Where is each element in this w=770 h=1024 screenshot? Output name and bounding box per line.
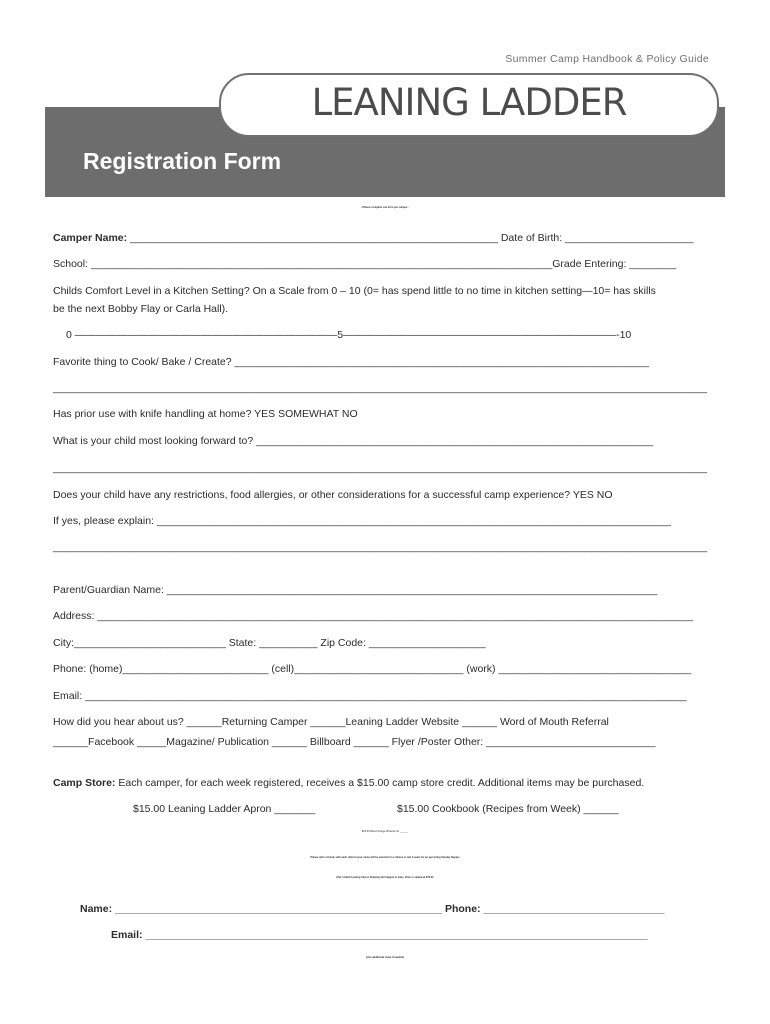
additional-sheet-note: (Use additional sheet if needed) <box>366 956 404 959</box>
logo-badge <box>219 73 719 137</box>
apron-item[interactable]: $15.00 Leaning Ladder Apron _______ <box>133 803 316 815</box>
referral-email-field[interactable]: Email: ______________________________________________________________________________________ <box>111 929 648 941</box>
phone-field[interactable]: Phone: (home)_________________________ (cell)_____________________________ (work) _________________________________ <box>53 663 692 675</box>
referral-source-line2[interactable]: ______Facebook _____Magazine/ Publication ______ Billboard ______ Flyer /Poster Other: _____________________________ <box>53 736 656 748</box>
referral-promo-line1: Please refer a friend, with each referral your name will be entered for a chance to win 2 seats for an upcoming Sunday Supper <box>310 856 460 859</box>
camp-store-label: Camp Store: <box>53 777 116 789</box>
referral-name-phone-field[interactable]: Name: ________________________________________________________ Phone: _______________________________ <box>80 903 665 915</box>
comfort-question-line2: be the next Bobby Flay or Carla Hall). <box>53 303 229 315</box>
comfort-question-line1: Childs Comfort Level in a Kitchen Setting? On a Scale from 0 – 10 (0= has spend little to no time in kitchen setting—10= has skills <box>53 285 656 297</box>
restrictions-question[interactable]: Does your child have any restrictions, food allergies, or other considerations for a successful camp experience? YES NO <box>53 489 613 501</box>
forward-field[interactable]: What is your child most looking forward to? ____________________________________________________________________ <box>53 435 654 447</box>
comfort-scale[interactable]: 0 —————————————————————————5——————————————————————————-10 <box>66 329 632 341</box>
referral-source-line1[interactable]: How did you hear about us? ______Returning Camper ______Leaning Ladder Website ______ Word of Mouth Referral <box>53 716 609 728</box>
knife-question[interactable]: Has prior use with knife handling at home? YES SOMEWHAT NO <box>53 408 358 420</box>
favorite-field[interactable]: Favorite thing to Cook/ Bake / Create? _______________________________________________________________________ <box>53 356 650 368</box>
email-field[interactable]: Email: _______________________________________________________________________________________________________ <box>53 690 687 702</box>
school-field[interactable]: School: _______________________________________________________________________________Grade Entering: ________ <box>53 258 677 270</box>
brownie-kit-item[interactable]: $15.00 Blood Orange Brownie Kit ______ <box>361 830 409 833</box>
logo-text: LEANING LADDER <box>311 81 627 124</box>
forward-blank-line[interactable]: ________________________________________________________________________________________________________________ <box>53 462 708 474</box>
instruction-text: - Please complete one form per camper - <box>360 206 410 209</box>
explain-blank-line[interactable]: ________________________________________________________________________________________________________________ <box>53 541 708 553</box>
camper-name-line: _______________________________________________________________ Date of Birth: ______________________ <box>127 232 694 244</box>
handbook-guide-label: Summer Camp Handbook & Policy Guide <box>505 53 709 65</box>
camp-store-info <box>53 777 644 789</box>
referral-promo-line2: (Kid / Adult Cooking Class). Drawing will happen in June. Prize is valued at $70.00 <box>336 876 434 879</box>
address-field[interactable]: Address: ______________________________________________________________________________________________________ <box>53 610 693 622</box>
camp-store-text: Each camper, for each week registered, receives a $15.00 camp store credit. Additional items may be purchased. <box>115 777 645 789</box>
camper-name-label: Camper Name: <box>53 232 128 244</box>
parent-name-field[interactable]: Parent/Guardian Name: ____________________________________________________________________________________ <box>53 584 658 596</box>
camper-name-field[interactable] <box>53 232 694 244</box>
explain-field[interactable]: If yes, please explain: ________________________________________________________________________________________ <box>53 515 671 527</box>
page-title: Registration Form <box>83 148 282 174</box>
cookbook-item[interactable]: $15.00 Cookbook (Recipes from Week) ______ <box>397 803 619 815</box>
favorite-blank-line[interactable]: ________________________________________________________________________________________________________________ <box>53 382 708 394</box>
city-state-zip-field[interactable]: City:__________________________ State: __________ Zip Code: ____________________ <box>53 637 486 649</box>
